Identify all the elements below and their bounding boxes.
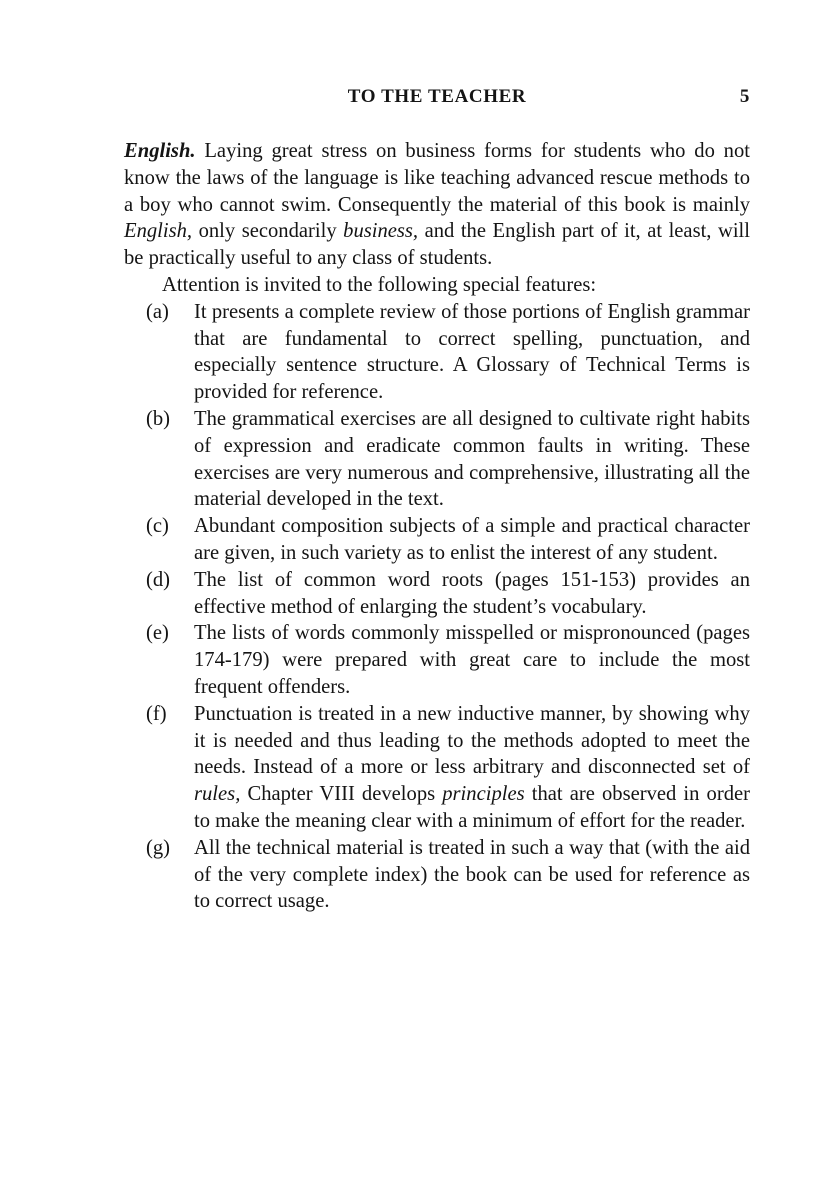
feature-item-d bbox=[124, 567, 750, 621]
intro-sentence-2: only secondarily bbox=[192, 220, 344, 243]
feature-text: The lists of words commonly misspelled or mispronounced (pages 174-179) were prepared with great care to include the most frequent offenders. bbox=[194, 622, 750, 698]
body-text bbox=[124, 138, 750, 915]
feature-f-text-1: Punctuation is treated in a new inductive manner, by showing why it is needed and thus leading to the methods adopted to meet the needs. Instead of a more or less arbitrary and disconnected set of bbox=[194, 702, 750, 779]
features-list bbox=[124, 299, 750, 915]
feature-text: Abundant composition subjects of a simple and practical character are given, in such variety as to enlist the interest of any student. bbox=[194, 515, 750, 564]
feature-item-e bbox=[124, 620, 750, 700]
feature-label: (e) bbox=[146, 622, 169, 645]
feature-label: (f) bbox=[146, 702, 167, 725]
attention-paragraph: Attention is invited to the following special features: bbox=[162, 273, 597, 296]
intro-paragraph bbox=[124, 138, 750, 272]
feature-item-g bbox=[124, 835, 750, 915]
feature-item-b bbox=[124, 406, 750, 513]
intro-sentence-3: and the English part of it, at least, will be practically useful to any class of students. bbox=[124, 220, 750, 270]
intro-emphasis-english: English, bbox=[124, 220, 193, 243]
feature-f-emphasis-principles: principles bbox=[442, 783, 525, 806]
feature-item-f bbox=[124, 701, 750, 835]
feature-label: (a) bbox=[146, 300, 169, 323]
feature-label: (g) bbox=[146, 836, 171, 859]
intro-lead-word: English. bbox=[124, 140, 196, 162]
feature-label: (d) bbox=[146, 568, 171, 591]
feature-label: (c) bbox=[146, 515, 169, 538]
feature-text: All the technical material is treated in such a way that (with the aid of the very complete index) the book can be used for reference as to correct usage. bbox=[194, 836, 750, 913]
page-number: 5 bbox=[739, 86, 750, 107]
feature-item-a bbox=[124, 299, 750, 406]
feature-text: The list of common word roots (pages 151-153) provides an effective method of enlarging the student’s vocabulary. bbox=[194, 568, 750, 618]
intro-sentence-1: Laying great stress on business forms for students who do not know the laws of the language is like teaching advanced rescue methods to a boy who cannot swim. Consequently the material of this book is mainly bbox=[124, 140, 750, 216]
intro-emphasis-business: business, bbox=[343, 220, 419, 243]
feature-label: (b) bbox=[146, 407, 171, 430]
feature-f-text-2: Chapter VIII develops bbox=[240, 783, 443, 806]
running-head bbox=[124, 86, 750, 110]
feature-item-c bbox=[124, 513, 750, 567]
feature-text: It presents a complete review of those portions of English grammar that are fundamental to correct spelling, punctuation, and especially sentence structure. A Glossary of Technical Terms is provided for reference. bbox=[194, 300, 750, 404]
feature-f-emphasis-rules: rules, bbox=[194, 783, 241, 806]
feature-text: The grammatical exercises are all designed to cultivate right habits of expression and eradicate common faults in writing. These exercises are very numerous and comprehensive, illustrating all the material developed in the text. bbox=[194, 407, 750, 511]
feature-f-text-3: that are observed in order to make the meaning clear with a minimum of effort for the reader. bbox=[194, 783, 750, 832]
running-title: TO THE TEACHER bbox=[347, 86, 527, 107]
feature-text bbox=[194, 701, 750, 835]
